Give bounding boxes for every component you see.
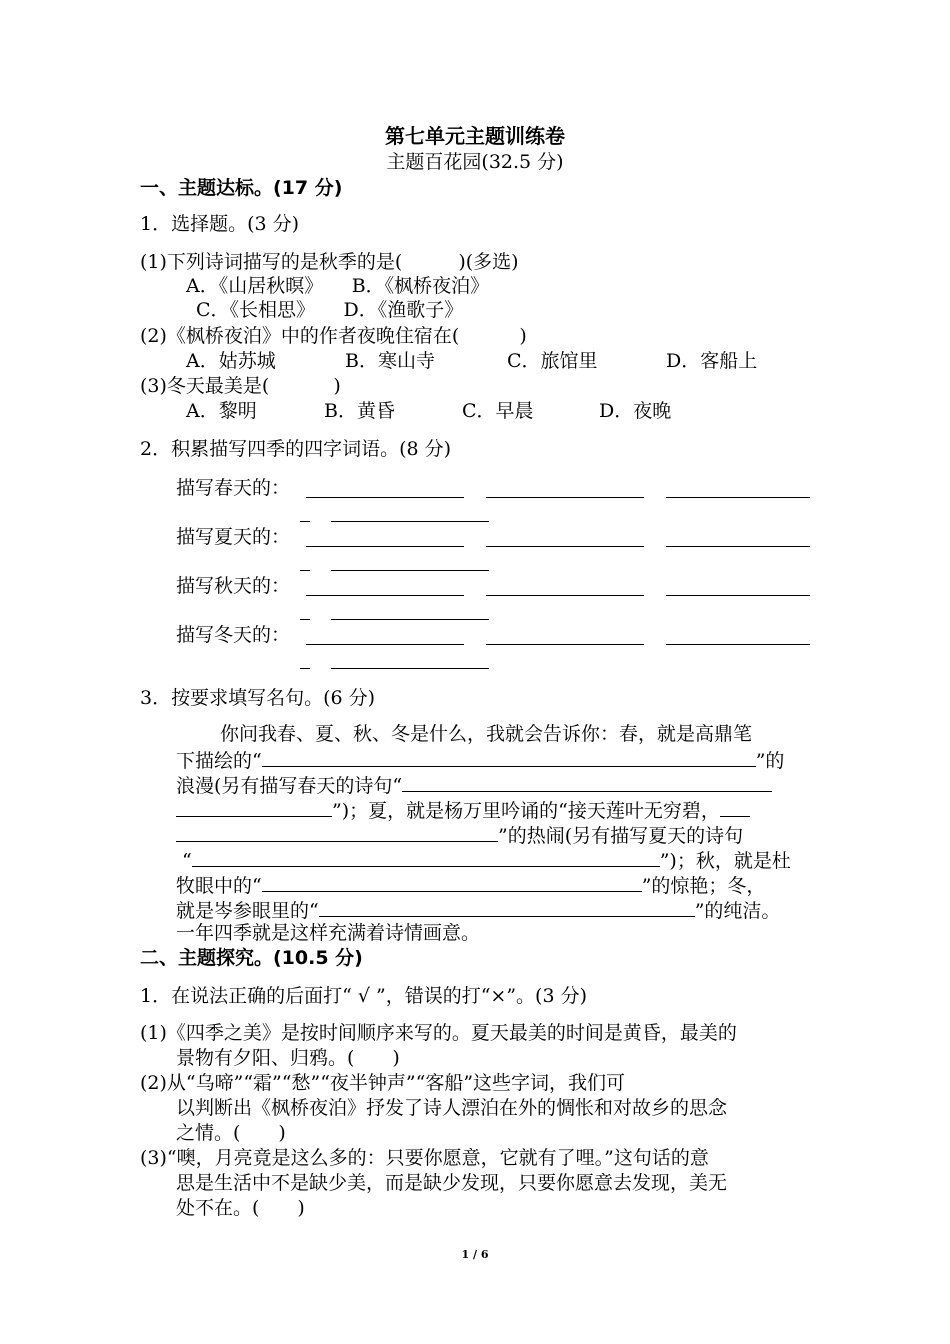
page-subtitle: 主题百花园(32.5 分) — [386, 151, 564, 173]
s2-q1-label: 1．在说法正确的后面打“ √ ”，错误的打“×”。(3 分) — [140, 985, 588, 1007]
q1-label: 1．选择题。(3 分) — [140, 213, 300, 235]
q3-line-9: 一年四季就是这样充满着诗情画意。 — [176, 922, 481, 944]
q1-part3-option-d: D．夜晚 — [599, 400, 672, 422]
q3-line-4-b: ”)；夏，就是杨万里吟诵的“接天莲叶无穷碧， — [332, 800, 720, 822]
s2-q1-statement2-line2: 以判断出《枫桥夜泊》抒发了诗人漂泊在外的惆怅和对故乡的思念 — [176, 1097, 728, 1119]
q3-line-6-a: “ — [182, 850, 192, 872]
q2-spring-blank-3[interactable] — [666, 496, 810, 498]
q3-label: 3．按要求填写名句。(6 分) — [140, 687, 376, 709]
page-number: 1 / 6 — [461, 1248, 489, 1261]
q3-line-2-b: ”的 — [755, 750, 785, 772]
q1-part3-stem — [140, 374, 341, 398]
q2-autumn-blank-2[interactable] — [486, 594, 644, 596]
q1-part2-option-b: B．寒山寺 — [345, 350, 435, 372]
page-title: 第七单元主题训练卷 — [385, 124, 565, 148]
q1-part3-option-c: C．早晨 — [462, 400, 534, 422]
q3-line-7-b: ”的惊艳；冬， — [641, 875, 766, 897]
q3-line-8-a: 就是岑参眼里的“ — [176, 900, 319, 922]
q2-winter-blank-4[interactable] — [331, 667, 489, 669]
q3-line-5 — [176, 821, 743, 848]
q3-line-2 — [176, 746, 784, 773]
q3-line-2-a: 下描绘的“ — [176, 750, 262, 772]
q2-summer-blank-3[interactable] — [666, 545, 810, 547]
q1-part2-stem — [140, 324, 527, 348]
q2-summer-blank-4[interactable] — [331, 569, 489, 571]
q1-part2-option-d: D．客船上 — [666, 350, 758, 372]
q2-winter-blank-2[interactable] — [486, 643, 644, 645]
q3-line-7 — [176, 871, 765, 898]
q1-part1-stem-b: )(多选) — [458, 251, 519, 273]
q3-line-7-a: 牧眼中的“ — [176, 875, 262, 897]
q2-summer-blank-2[interactable] — [486, 545, 644, 547]
s2-q1-statement2-line1: (2)从“乌啼”“霜”“愁”“夜半钟声”“客船”这些字词，我们可 — [140, 1072, 626, 1094]
q3-blank-du-mu[interactable] — [262, 871, 642, 892]
q2-summer-blank-3-tail — [300, 569, 310, 571]
s2-q1-statement1-line1: (1)《四季之美》是按时间顺序来写的。夏天最美的时间是黄昏，最美的 — [140, 1022, 737, 1044]
q2-spring-blank-2[interactable] — [486, 496, 644, 498]
q3-line-6-b: ”)；秋，就是杜 — [659, 850, 791, 872]
q3-line-6 — [182, 846, 791, 873]
q3-blank-spring-other-b[interactable] — [176, 796, 332, 817]
s2-q1-statement3-line2: 思是生活中不是缺少美，而是缺少发现，只要你愿意去发现，美无 — [176, 1172, 728, 1194]
q3-line-8-b: ”的纯洁。 — [694, 900, 781, 922]
q2-row-autumn-label: 描写秋天的： — [176, 575, 291, 597]
q3-blank-summer-other[interactable] — [192, 846, 660, 867]
q2-winter-blank-1[interactable] — [306, 643, 464, 645]
q2-winter-blank-3[interactable] — [666, 643, 810, 645]
q1-part1-options-row2: C．《长相思》 D．《渔歌子》 — [196, 299, 464, 321]
q2-label: 2．积累描写四季的四字词语。(8 分) — [140, 438, 452, 460]
q3-line-4 — [176, 796, 750, 823]
s2-q1-statement2-line3: 之情。( ) — [176, 1122, 286, 1144]
s2-q1-statement1-line2: 景物有夕阳、归鸦。( ) — [176, 1047, 400, 1069]
q2-spring-blank-4[interactable] — [331, 520, 489, 522]
q1-part3-stem-b: ) — [333, 375, 341, 397]
q3-blank-cen-shen[interactable] — [319, 896, 695, 917]
q3-line-8 — [176, 896, 780, 923]
q1-part2-option-c: C．旅馆里 — [507, 350, 598, 372]
q2-row-winter-label: 描写冬天的： — [176, 624, 291, 646]
q3-line-5-b: ”的热闹(另有描写夏天的诗句 — [498, 825, 744, 847]
q2-autumn-blank-3[interactable] — [666, 594, 810, 596]
q1-part1-stem-a: (1)下列诗词描写的是秋季的是( — [140, 251, 403, 273]
q2-winter-blank-3-tail — [300, 667, 310, 669]
q2-row-summer-label: 描写夏天的： — [176, 526, 291, 548]
q2-autumn-blank-3-tail — [300, 618, 310, 620]
q1-part2-option-a: A．姑苏城 — [186, 350, 276, 372]
q3-blank-spring-other-a[interactable] — [402, 771, 772, 792]
s2-q1-statement3-line3: 处不在。( ) — [176, 1197, 305, 1219]
q2-summer-blank-1[interactable] — [306, 545, 464, 547]
q3-line-1: 你问我春、夏、秋、冬是什么，我就会告诉你：春，就是高鼎笔 — [220, 723, 753, 745]
q2-autumn-blank-4[interactable] — [331, 618, 489, 620]
q1-part1-stem — [140, 250, 519, 274]
q3-line-3 — [176, 771, 772, 798]
q3-blank-yang-wanli-a[interactable] — [720, 796, 750, 817]
q1-part3-option-a: A．黎明 — [186, 400, 257, 422]
q3-blank-yang-wanli-b[interactable] — [176, 821, 498, 842]
q2-spring-blank-1[interactable] — [306, 496, 464, 498]
q2-row-spring-label: 描写春天的： — [176, 477, 291, 499]
q3-blank-spring-gao-ding[interactable] — [262, 746, 756, 767]
s2-q1-statement3-line1: (3)“噢，月亮竟是这么多的：只要你愿意，它就有了哩。”这句话的意 — [140, 1147, 709, 1169]
section1-heading: 一、主题达标。(17 分) — [140, 177, 343, 199]
q1-part1-options-row1: A．《山居秋暝》 B．《枫桥夜泊》 — [186, 275, 490, 297]
q2-autumn-blank-1[interactable] — [306, 594, 464, 596]
q1-part2-stem-b: ) — [519, 325, 527, 347]
q3-line-3-a: 浪漫(另有描写春天的诗句“ — [176, 775, 403, 797]
q2-spring-blank-3-tail — [300, 520, 310, 522]
q1-part2-stem-a: (2)《枫桥夜泊》中的作者夜晚住宿在( — [140, 325, 460, 347]
q1-part3-option-b: B．黄昏 — [324, 400, 395, 422]
section2-heading: 二、主题探究。(10.5 分) — [140, 947, 363, 969]
q1-part3-stem-a: (3)冬天最美是( — [140, 375, 270, 397]
